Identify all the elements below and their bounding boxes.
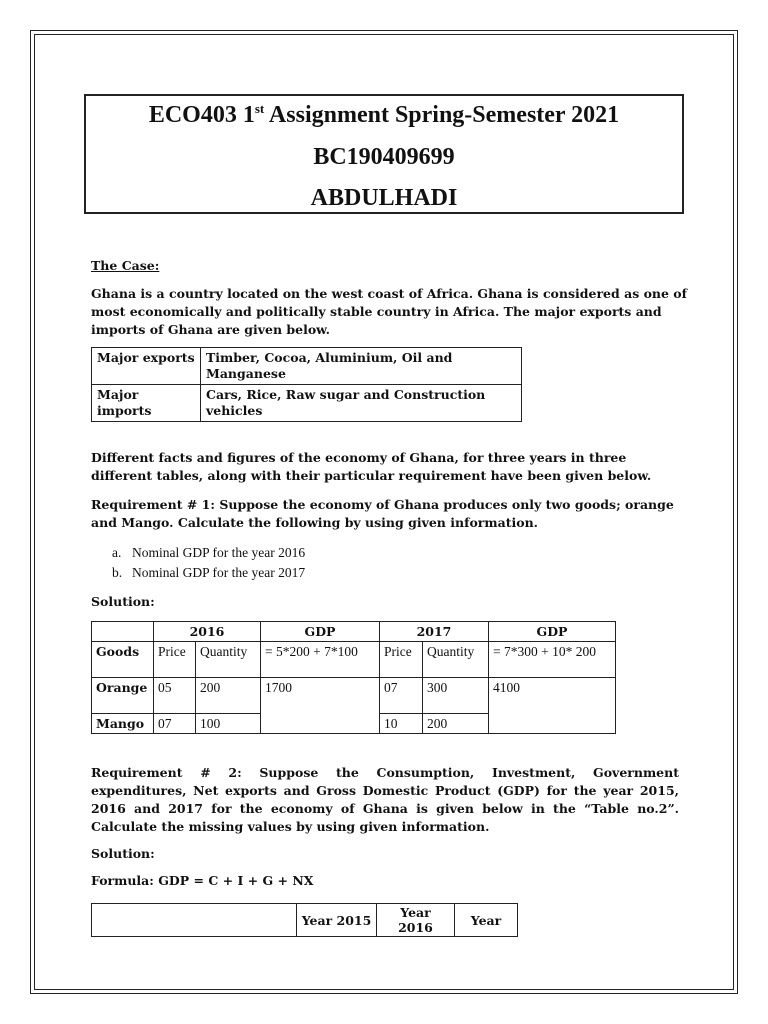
requirement-1: Requirement # 1: Suppose the economy of Ghana produces only two goods; orange and Mango. Calculate the following by using given information. [91, 497, 674, 530]
solution-label: Solution: [91, 846, 155, 861]
table-cell: 10 [380, 714, 423, 734]
year-header: Year [455, 904, 518, 937]
list-item: b. Nominal GDP for the year 2017 [112, 565, 306, 580]
table-row [92, 385, 522, 422]
requirement-2: Requirement # 2: Suppose the Consumption, Investment, Government expenditures, Net exports and Gross Domestic Product (GDP) for the year 2015, 2016 and 2017 for the economy of Ghana is given below in the “Table no.2”. Calculate the missing values by using given information. [91, 765, 679, 834]
assignment-title: ECO403 1st Assignment Spring-Semester 2021 [148, 101, 620, 128]
table-cell [92, 904, 297, 937]
quantity-label: Quantity [423, 642, 489, 678]
goods-label: Goods [92, 642, 154, 678]
goods-orange: Orange [92, 678, 154, 714]
table-header-row [92, 904, 518, 937]
requirement-1-list [112, 543, 305, 583]
price-label: Price [154, 642, 196, 678]
table-cell: 07 [380, 678, 423, 714]
facts-paragraph: Different facts and figures of the economy of Ghana, for three years in three different tables, along with their particular requirement have been given below. [91, 450, 652, 483]
year-2016-header: 2016 [154, 622, 261, 642]
trade-table [91, 347, 522, 422]
year-2016-header: Year 2016 [377, 904, 455, 937]
years-table [91, 903, 518, 937]
table-cell: Timber, Cocoa, Aluminium, Oil and Manganese [201, 348, 522, 385]
table-cell: Cars, Rice, Raw sugar and Construction vehicles [201, 385, 522, 422]
list-item: a. Nominal GDP for the year 2016 [112, 545, 306, 560]
table-cell: 05 [154, 678, 196, 714]
student-id: BC190409699 [313, 144, 455, 170]
table-row [92, 642, 616, 678]
case-paragraph: Ghana is a country located on the west coast of Africa. Ghana is considered as one of most economically and politically stable country in Africa. The major exports and imports of Ghana are given below. [91, 286, 688, 337]
quantity-label: Quantity [196, 642, 261, 678]
year-2015-header: Year 2015 [297, 904, 377, 937]
table-cell: 200 [196, 678, 261, 714]
table-cell: Major imports [92, 385, 201, 422]
table-cell: 300 [423, 678, 489, 714]
gdp-header: GDP [489, 622, 616, 642]
table-cell: Major exports [92, 348, 201, 385]
title-box [84, 94, 684, 214]
goods-mango: Mango [92, 714, 154, 734]
table-cell: 100 [196, 714, 261, 734]
gdp-header: GDP [261, 622, 380, 642]
gdp-value-2017: 4100 [489, 678, 616, 734]
gdp-formula: Formula: GDP = C + I + G + NX [91, 873, 314, 888]
table-cell: 07 [154, 714, 196, 734]
table-row [92, 348, 522, 385]
case-heading: The Case: [91, 258, 160, 273]
gdp-table [91, 621, 616, 734]
gdp-formula-2016: = 5*200 + 7*100 [261, 642, 380, 678]
table-row [92, 678, 616, 714]
gdp-value-2016: 1700 [261, 678, 380, 734]
year-2017-header: 2017 [380, 622, 489, 642]
solution-label: Solution: [91, 594, 155, 609]
price-label: Price [380, 642, 423, 678]
table-cell [92, 622, 154, 642]
table-cell: 200 [423, 714, 489, 734]
gdp-formula-2017: = 7*300 + 10* 200 [489, 642, 616, 678]
student-name: ABDULHADI [310, 185, 458, 211]
table-header-row [92, 622, 616, 642]
